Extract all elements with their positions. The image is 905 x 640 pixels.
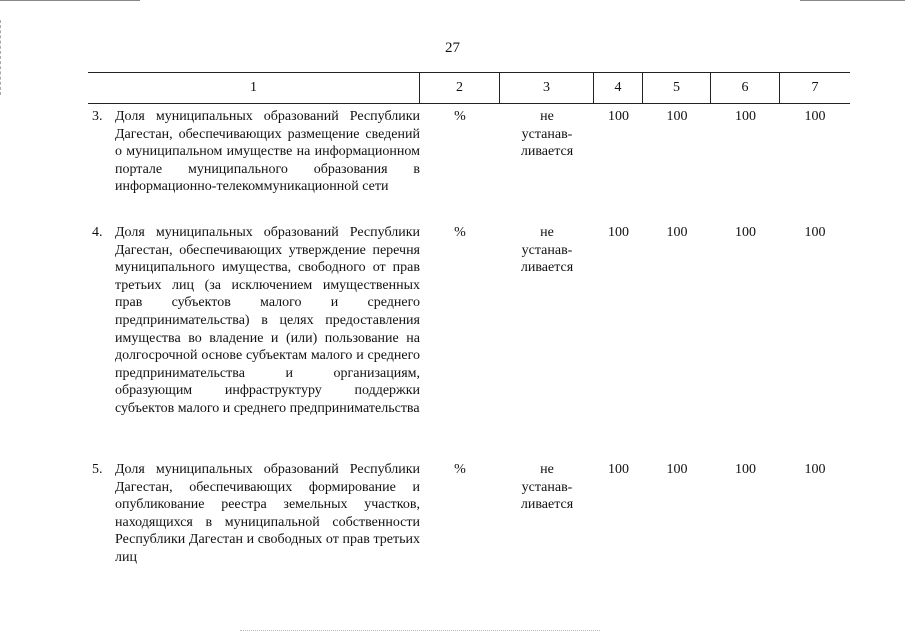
header-col-1: 1	[88, 73, 420, 103]
value-col-7: 100	[804, 109, 826, 124]
value-col-7: 100	[804, 225, 826, 240]
unit-cell: %	[454, 225, 466, 240]
indicator-description	[88, 108, 420, 196]
row-number: 3.	[92, 109, 103, 124]
indicator-text: Доля муниципальных образований Республики Дагестан, обеспечивающих утверждение перечня муниципального имущества, свободного от прав третьих лиц (за исключением имущественных прав субъектов малого и среднего предпринимательства) в целях предоставления имущества во владение и (или) пользование на долгосрочной основе субъектам малого и среднего предпринимательства и организациям, образующим инфраструктуру поддержки субъектов малого и среднего предпринимательства	[115, 225, 420, 416]
scan-artifact-top-left	[0, 0, 140, 1]
table-header-row	[88, 72, 850, 104]
base-value-cell: не устанав- ливается	[520, 225, 574, 276]
header-col-2: 2	[420, 73, 500, 103]
row-number: 4.	[92, 225, 103, 240]
value-col-6: 100	[735, 462, 756, 477]
value-col-4: 100	[608, 109, 629, 124]
unit-cell: %	[454, 462, 466, 477]
header-col-7: 7	[811, 80, 819, 95]
scan-artifact-top-right	[800, 0, 905, 1]
header-col-6: 6	[711, 73, 780, 103]
value-col-4: 100	[608, 225, 629, 240]
unit-cell: %	[454, 109, 466, 124]
indicator-description	[88, 461, 420, 567]
value-col-5: 100	[666, 109, 688, 124]
indicator-text: Доля муниципальных образований Республики Дагестан, обеспечивающих формирование и опубликование реестра земельных участков, находящихся в муниципальной собственности Республики Дагестан и свободных от прав третьих лиц	[115, 462, 420, 565]
value-col-6: 100	[735, 225, 756, 240]
row-number: 5.	[92, 462, 103, 477]
base-value-cell: не устанав- ливается	[520, 109, 574, 160]
header-col-5: 5	[643, 73, 711, 103]
indicator-description	[88, 224, 420, 418]
indicator-text: Доля муниципальных образований Республики Дагестан, обеспечивающих размещение сведений о муниципальном имуществе на информационном портале муниципального образования в информационно-телекоммуникационной сети	[115, 109, 420, 195]
header-col-4: 4	[594, 73, 643, 103]
base-value-cell: не устанав- ливается	[520, 462, 574, 513]
page-number: 27	[445, 40, 460, 56]
header-col-3: 3	[500, 73, 594, 103]
value-col-5: 100	[666, 225, 688, 240]
scan-artifact-bottom	[240, 630, 600, 632]
value-col-7: 100	[804, 462, 826, 477]
value-col-5: 100	[666, 462, 688, 477]
value-col-6: 100	[735, 109, 756, 124]
scan-artifact-left-edge	[0, 20, 2, 95]
value-col-4: 100	[608, 462, 629, 477]
